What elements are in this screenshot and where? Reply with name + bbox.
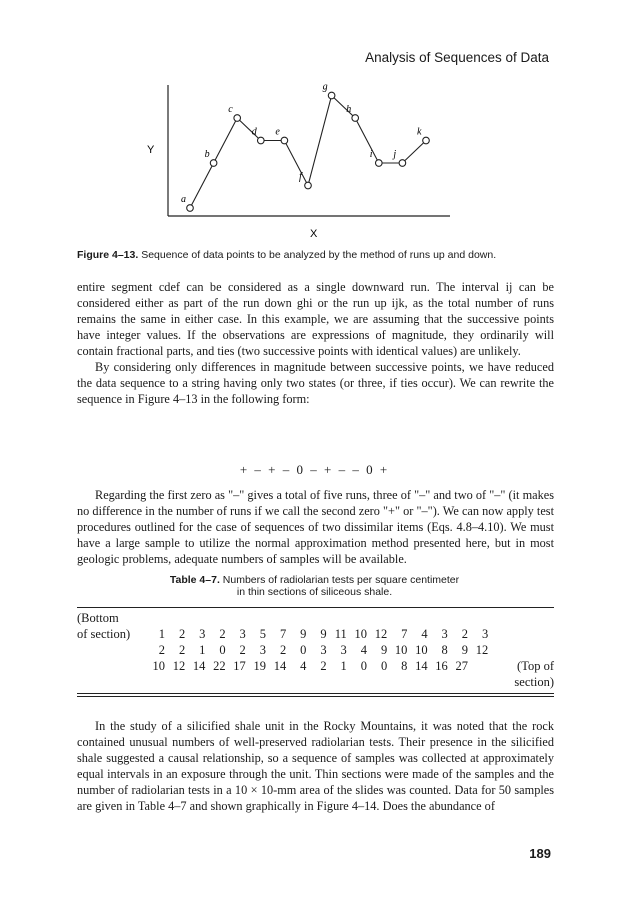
running-header: Analysis of Sequences of Data xyxy=(365,50,549,65)
point-label-e: e xyxy=(275,126,280,138)
point-label-b: b xyxy=(204,149,210,160)
x-axis-label: X xyxy=(310,228,318,240)
top-label-1: (Top of xyxy=(517,659,554,673)
table-top-rule xyxy=(77,607,554,608)
table-cell: 7 xyxy=(401,627,408,641)
figure-caption-text: Sequence of data points to be analyzed by the method of runs up and down. xyxy=(138,249,497,261)
table-cell: 11 xyxy=(334,627,347,641)
point-label-i: i xyxy=(369,149,373,160)
point-label-h: h xyxy=(346,104,352,115)
table-caption xyxy=(0,574,629,598)
table-caption-line1: Numbers of radiolarian tests per square centimeter xyxy=(219,574,460,586)
table-cell: 12 xyxy=(172,659,186,673)
data-point-a xyxy=(187,205,194,212)
paragraph-3: Regarding the first zero as "–" gives a total of five runs, three of "–" and two of "–" (it makes no difference in the number of runs if we call the second zero "+" or "–"). We can now apply test procedures outlined for the case of sequences of two dissimilar items (Eqs. 4.8–4.10). We must have a large sample to utilize the normal approximation method presented here, but in most geologic problems, adequate numbers of samples will be available. xyxy=(77,488,554,566)
data-point-i xyxy=(376,160,383,167)
table-cell: 2 xyxy=(219,627,226,641)
point-label-g: g xyxy=(322,81,328,93)
table-cell: 12 xyxy=(475,643,489,657)
table-cell: 2 xyxy=(158,643,165,657)
figure-caption xyxy=(77,249,557,261)
table-cell: 2 xyxy=(239,643,246,657)
table-cell: 2 xyxy=(178,627,186,641)
paragraph-4: In the study of a silicified shale unit in the Rocky Mountains, it was noted that the rock contained unusual numbers of well-preserved radiolarian tests. Their presence in the silicified shale suggested a causal relationship, so a sequence of samples was collected at approximately equal intervals in an exposure through the unit. Thin sections were made of the samples and the number of radiolarian tests in a 10 × 10-mm area of the slides was counted. Data for 50 samples are given in Table 4–7 and shown graphically in Figure 4–14. Does the abundance of xyxy=(77,719,554,813)
table-cell: 10 xyxy=(152,659,165,673)
page-number: 189 xyxy=(529,846,551,861)
table-cell: 16 xyxy=(435,659,448,673)
table-cell: 0 xyxy=(380,659,388,673)
point-label-c: c xyxy=(228,104,233,115)
table-cell: 2 xyxy=(279,643,287,657)
table-cell: 4 xyxy=(300,659,307,673)
table-cell: 14 xyxy=(415,659,428,673)
table-cell: 1 xyxy=(340,659,347,673)
table-cell: 3 xyxy=(340,643,347,657)
table-cell: 10 xyxy=(394,643,408,657)
body-block-2 xyxy=(77,487,554,567)
y-axis-label: Y xyxy=(147,144,155,156)
table-bottom-rule-1 xyxy=(77,693,554,694)
data-point-d xyxy=(258,137,265,144)
table-cell: 2 xyxy=(461,627,468,641)
table-caption-label: Table 4–7. xyxy=(169,574,220,586)
table-cell: 10 xyxy=(354,627,367,641)
table-cell: 1 xyxy=(158,627,165,641)
bottom-label-2: of section) xyxy=(77,627,131,641)
table-cell: 10 xyxy=(415,643,428,657)
table-cell: 8 xyxy=(401,659,408,673)
table-cell: 22 xyxy=(213,659,226,673)
table-cell: 3 xyxy=(259,643,266,657)
data-point-b xyxy=(210,160,217,167)
sequence-line xyxy=(190,96,426,209)
table-cell: 27 xyxy=(455,659,468,673)
table-cell: 17 xyxy=(233,659,246,673)
table-caption-line2: in thin sections of siliceous shale. xyxy=(236,586,393,598)
table-cell: 14 xyxy=(273,659,287,673)
table-cell: 19 xyxy=(253,659,266,673)
point-label-j: j xyxy=(393,149,397,160)
table-cell: 9 xyxy=(300,627,307,641)
figure-caption-label: Figure 4–13. xyxy=(77,249,139,261)
table-cell: 9 xyxy=(320,627,327,641)
data-point-j xyxy=(399,160,406,167)
table-cell: 0 xyxy=(219,643,226,657)
data-point-e xyxy=(281,137,288,144)
table-cell: 14 xyxy=(192,659,206,673)
point-label-k: k xyxy=(417,126,422,138)
runs-figure xyxy=(0,75,629,245)
table-cell: 0 xyxy=(360,659,367,673)
point-label-f: f xyxy=(299,171,302,183)
data-point-k xyxy=(423,137,430,144)
top-label-2: section) xyxy=(514,675,554,689)
table-cell: 3 xyxy=(481,627,489,641)
table-cell: 2 xyxy=(320,659,327,673)
table-cell: 5 xyxy=(259,627,266,641)
bottom-label-1: (Bottom xyxy=(77,611,119,625)
table-cell: 9 xyxy=(380,643,388,657)
sign-sequence: + – + – 0 – + – – 0 + xyxy=(239,462,390,477)
table-cell: 7 xyxy=(279,627,287,641)
data-point-h xyxy=(352,115,359,122)
body-block-1 xyxy=(77,279,554,407)
table-cell: 3 xyxy=(199,627,206,641)
table-cell: 3 xyxy=(441,627,448,641)
data-point-f xyxy=(305,182,312,189)
table-cell: 4 xyxy=(360,643,367,657)
table-bottom-rule-2 xyxy=(77,696,554,697)
data-point-c xyxy=(234,115,241,122)
data-point-g xyxy=(328,92,335,99)
point-label-d: d xyxy=(251,126,257,138)
paragraph-2: By considering only differences in magnitude between successive points, we have reduced the data sequence to a string having only two states (or three, if ties occur). We can rewrite the sequence in Figure 4–13 in the following form: xyxy=(77,360,554,406)
body-block-3 xyxy=(77,718,554,814)
table-cell: 3 xyxy=(320,643,327,657)
table-cell: 4 xyxy=(421,627,428,641)
paragraph-1: entire segment cdef can be considered as a single downward run. The interval ij can be considered either as part of the run down ghi or the run up ijk, as the total number of runs remains the same in either case. In this example, we are assuming that the successive points have integer values. If the observations are expressions of magnitude, they ordinarily will contain fractional parts, and ties (two successive points with identical values) are unlikely. xyxy=(77,280,554,358)
data-table xyxy=(77,607,554,697)
table-cell: 3 xyxy=(239,627,246,641)
table-cell: 0 xyxy=(300,643,307,657)
table-cell: 1 xyxy=(199,643,206,657)
table-cell: 9 xyxy=(461,643,468,657)
table-cell: 8 xyxy=(441,643,448,657)
table-cell: 2 xyxy=(178,643,186,657)
table-cell: 12 xyxy=(374,627,388,641)
point-label-a: a xyxy=(181,194,186,205)
